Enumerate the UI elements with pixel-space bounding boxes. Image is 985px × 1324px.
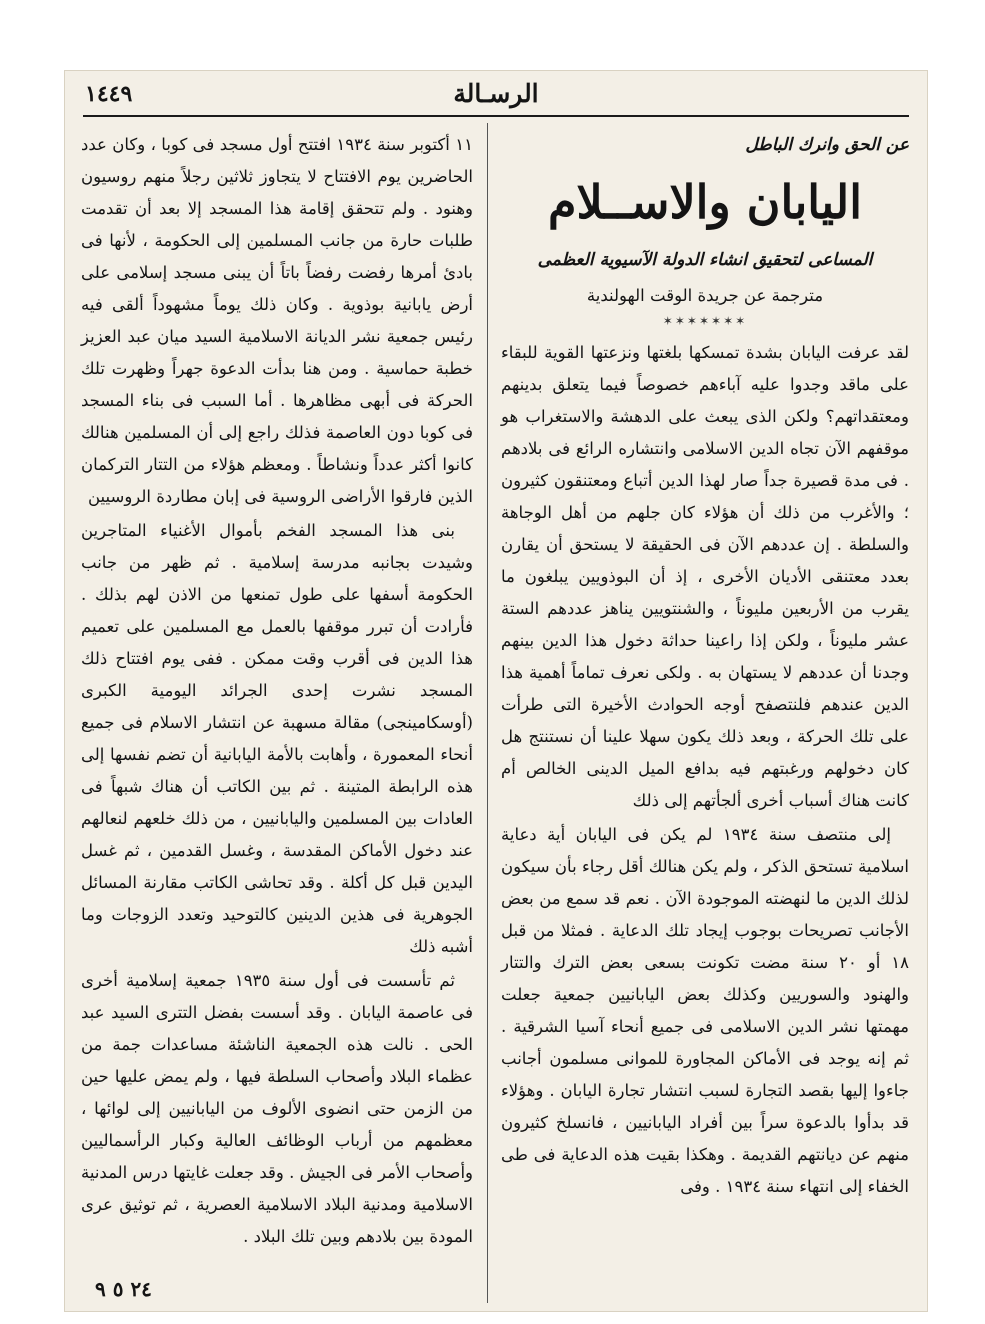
- magazine-title: الرسـالة: [453, 79, 539, 108]
- page-number: ١٤٤٩: [85, 81, 133, 107]
- paragraph: إلى منتصف سنة ١٩٣٤ لم يكن فى اليابان أية دعاية اسلامية تستحق الذكر ، ولم يكن هنالك أقل رجاء بأن سيكون لذلك الدين ما لنهضته الموجودة الآن . نعم قد سمع من بعض الأجانب تصريحات بوجوب إيجاد تلك الدعاية . فمثلا من قبل ١٨ أو ٢٠ سنة مضت تكونت بسعى بعض الترك والتتار والهنود والسوريين وكذلك بعض اليابانيين جمعية جعلت مهمتها نشر الدين الاسلامى فى جميع أنحاء آسيا الشرقية . ثم إنه يوجد فى الأماكن المجاورة للموانى مسلمون أجانب جاءوا إليها بقصد التجارة لسبب انتشار تجارة اليابان . وهؤلاء قد بدأوا بالدعوة سراً بين أفراد اليابانيين ، فانسلخ كثيرون منهم عن ديانتهم القديمة . وهكذا بقيت هذه الدعاية فى طى الخفاء إلى انتهاء سنة ١٩٣٤ . وفى: [501, 825, 909, 1196]
- paragraph: ثم تأسست فى أول سنة ١٩٣٥ جمعية إسلامية أخرى فى عاصمة اليابان . وقد أسست بفضل التترى السيد عبد الحى . نالت هذه الجمعية الناشئة مساعدات جمة من عظماء البلاد وأصحاب السلطة فيها ، ولم يمض عليها حين من الزمن حتى انضوى الألوف من اليابانيين إلى لوائها ، معظمهم من أرباب الوظائف العالية وكبار الرأسماليين وأصحاب الأمر فى الجيش . وقد جعلت غايتها درس المدنية الاسلامية ومدنية البلاد الاسلامية العصرية ، ثم توثيق عرى المودة بين بلادهم وبين تلك البلاد .: [81, 971, 473, 1246]
- left-column: [81, 129, 473, 1255]
- article-kicker: عن الحق وانرك الباطل: [745, 135, 909, 155]
- column-divider: [487, 123, 488, 1303]
- ornament-divider: ✶✶✶✶✶✶✶: [662, 314, 748, 328]
- article-subtitle: المساعى لتحقيق انشاء الدولة الآسيوية العظمى: [537, 250, 873, 270]
- paragraph: لقد عرفت اليابان بشدة تمسكها بلغتها ونزعتها القوية للبقاء على ماقد وجدوا عليه آباءهم خصوصاً فيما يتعلق بدينهم ومعتقداتهم؟ ولكن الذى يبعث على الدهشة والاستغراب هو موقفهم الآن تجاه الدين الاسلامى وانتشاره الرائع فى بلادهم . فى مدة قصيرة جداً صار لهذا الدين أتباع ومعتنقون كثيرون ؛ والأغرب من ذلك أن هؤلاء كان جلهم من أهل الوجاهة والسلطة . إن عددهم الآن فى الحقيقة لا يستحق أن يقارن بعدد معتنقى الأديان الأخرى ، إذ أن البوذويين يبلغون ما يقرب من الأربعين مليوناً ، والشنتويين يناهز عددهم الستة عشر مليوناً ، ولكن إذا راعينا حداثة دخول هذا الدين بينهم وجدنا أن عددهم لا يستهان به . ولكى نعرف تماماً أهمية هذا الدين عندهم فلنتصفح أوجه الحوادث الأخيرة التى طرأت على تلك الحركة ، وبعد ذلك يكون سهلا علينا أن نستنتج هل كان دخولهم ورغبتهم فيه بدافع الميل الدينى الخالص أم كانت هناك أسباب أخرى ألجأتهم إلى ذلك: [501, 343, 909, 810]
- magazine-page: [64, 70, 928, 1312]
- right-column: [501, 129, 909, 1205]
- paragraph: بنى هذا المسجد الفخم بأموال الأغنياء المتاجرين وشيدت بجانبه مدرسة إسلامية . ثم ظهر من جانب الحكومة أسفها على طول تمنعها من الاذن لهم بذلك . فأرادت أن تبرر موقفها بالعمل مع المسلمين على تعميم هذا الدين فى أقرب وقت ممكن . ففى يوم افتتاح ذلك المسجد نشرت إحدى الجرائد اليومية الكبرى (أوسكامينجى) مقالة مسهبة عن انتشار الاسلام فى جميع أنحاء المعمورة ، وأهابت بالأمة اليابانية أن تضم نفسها إلى هذه الرابطة المتينة . ثم بين الكاتب أن هناك شبهاً فى العادات بين المسلمين واليابانيين ، من ذلك خلعهم لنعالهم عند دخول الأماكن المقدسة ، وغسل القدمين ، ثم غسل اليدين قبل كل أكلة . وقد تحاشى الكاتب مقارنة المسائل الجوهرية فى هذين الدينين كالتوحيد وتعدد الزوجات وما أشبه ذلك: [81, 521, 473, 956]
- header-rule: [83, 115, 909, 117]
- page-header: [85, 79, 907, 111]
- article-title: اليابان والاســلام: [548, 175, 862, 229]
- paragraph: ١١ أكتوبر سنة ١٩٣٤ افتتح أول مسجد فى كوبا ، وكان عدد الحاضرين يوم الافتتاح لا يتجاوز ثلاثين رجلاً منهم روسيون وهنود . ولم تتحقق إقامة هذا المسجد إلا بعد أن تقدمت طلبات حارة من جانب المسلمين إلى الحكومة ، لأنها فى بادئ أمرها رفضت رفضاً باتاً أن يبنى مسجد إسلامى على أرض يابانية بوذوية . وكان ذلك يوماً مشهوداً ألقى فيه رئيس جمعية نشر الديانة الاسلامية السيد ميان عبد العزيز خطبة حماسية . ومن هنا بدأت الدعوة جهراً وظهرت تلك الحركة فى أبهى مظاهرها . أما السبب فى بناء المسجد فى كوبا دون العاصمة فذلك راجع إلى أن المسلمين هنالك كانوا أكثر عدداً ونشاطاً . ومعظم هؤلاء من التتار التركمان الذين فارقوا الأراضى الروسية فى إبان مطاردة الروسيين: [81, 135, 473, 506]
- issue-signature: ٢٤ ٥ ٩: [95, 1277, 152, 1301]
- article-byline: مترجمة عن جريدة الوقت الهولندية: [586, 286, 824, 305]
